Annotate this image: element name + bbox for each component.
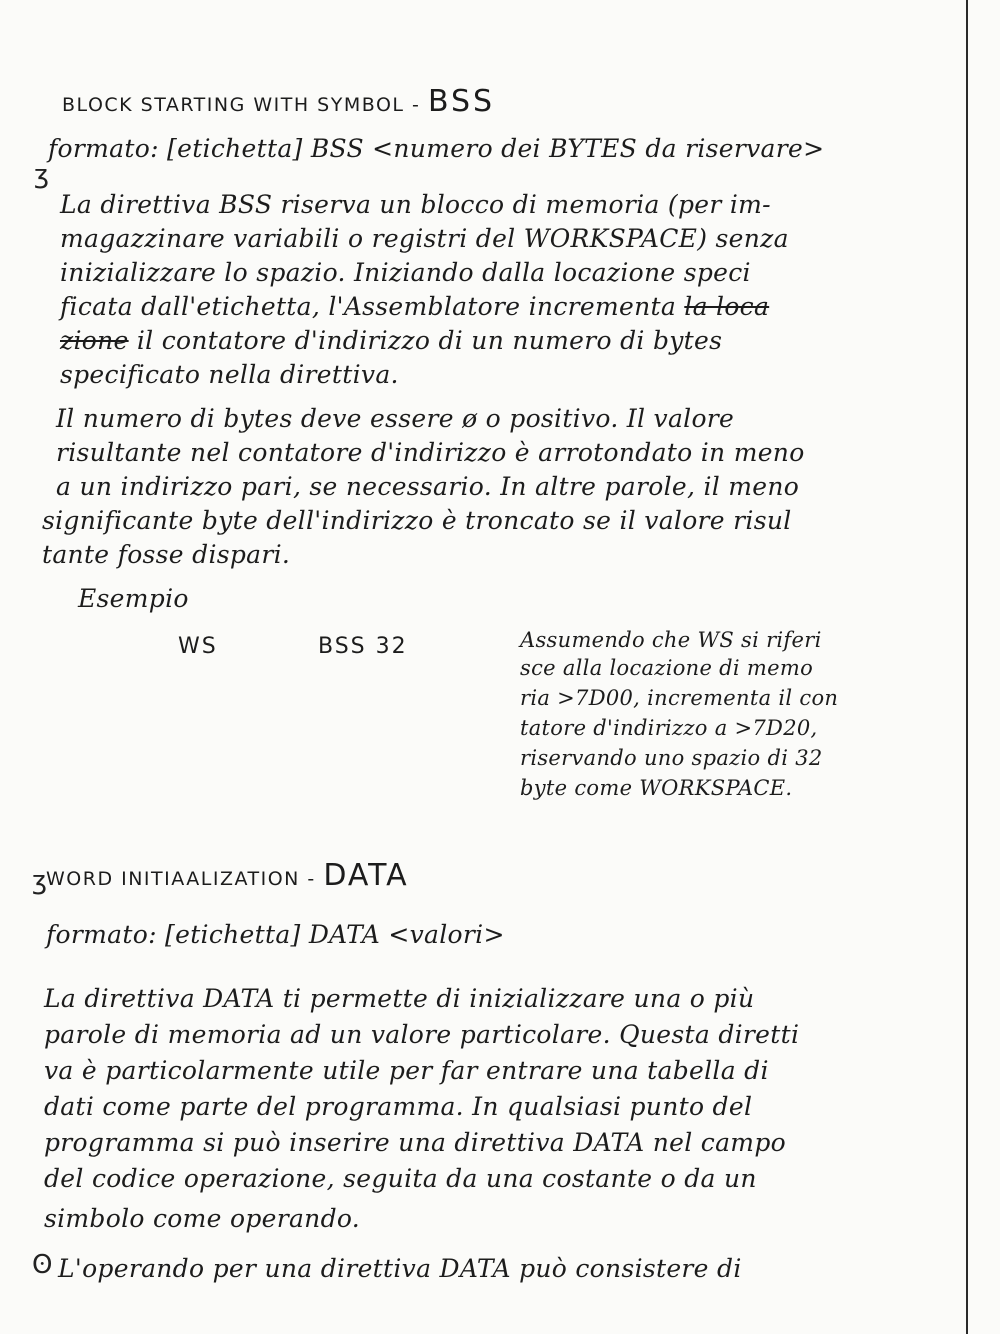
- example-note-line: Assumendo che WS si riferi: [520, 628, 822, 652]
- example-code-op: BSS 32: [318, 634, 408, 659]
- bss-heading-main: BSS: [427, 84, 496, 119]
- data-heading-main: DATA: [323, 858, 409, 893]
- bss-para2-line: a un indirizzo pari, se necessario. In altre parole, il meno: [56, 472, 800, 501]
- data-para2-line: L'operando per una direttiva DATA può consistere di: [58, 1254, 742, 1283]
- example-note-line: byte come WORKSPACE.: [520, 776, 793, 800]
- page-edge-line: [966, 0, 968, 1334]
- struck-text: zione: [60, 326, 129, 355]
- data-para1-line: dati come parte del programma. In qualsiasi punto del: [44, 1092, 753, 1121]
- data-para1-line: simbolo come operando.: [44, 1204, 361, 1233]
- margin-mark-2: ʒ: [32, 866, 48, 896]
- example-code-label: WS: [178, 634, 218, 659]
- data-format-label: formato:: [46, 920, 157, 949]
- data-para1-line: va è particolarmente utile per far entrare una tabella di: [44, 1056, 769, 1085]
- bss-para2-line: Il numero di bytes deve essere ø o positivo. Il valore: [56, 404, 735, 433]
- bss-para1-line: magazzinare variabili o registri del WORKSPACE) senza: [60, 224, 789, 253]
- bss-format-line: [48, 134, 824, 164]
- bss-para1-line: zione il contatore d'indirizzo di un numero di bytes: [60, 326, 723, 355]
- bss-para1-line: La direttiva BSS riserva un blocco di memoria (per im-: [60, 190, 771, 219]
- struck-text: la loca: [684, 292, 770, 321]
- bss-para2-line: risultante nel contatore d'indirizzo è arrotondato in meno: [56, 438, 805, 467]
- bss-para1-line: specificato nella direttiva.: [60, 360, 399, 389]
- data-para1-line: del codice operazione, seguita da una costante o da un: [44, 1164, 757, 1193]
- example-note-line: riservando uno spazio di 32: [520, 746, 823, 770]
- data-heading: [46, 858, 409, 893]
- data-format-line: [46, 920, 505, 950]
- bss-heading-prefix: BLOCK STARTING WITH SYMBOL -: [62, 94, 421, 116]
- data-para1-line: programma si può inserire una direttiva DATA nel campo: [44, 1128, 786, 1157]
- bss-para1-line: inizializzare lo spazio. Iniziando dalla locazione speci: [60, 258, 751, 287]
- data-para1-line: parole di memoria ad un valore particolare. Questa diretti: [44, 1020, 800, 1049]
- example-note-line: tatore d'indirizzo a >7D20,: [520, 716, 818, 740]
- margin-mark-3: ʘ: [32, 1250, 53, 1280]
- example-label: Esempio: [78, 584, 189, 613]
- bss-format-body: [etichetta] BSS <numero dei BYTES da riservare>: [167, 134, 825, 163]
- margin-mark-1: ʒ: [34, 160, 50, 190]
- bss-para1-line: ficata dall'etichetta, l'Assemblatore incrementa la loca: [60, 292, 770, 321]
- bss-para2-line: significante byte dell'indirizzo è troncato se il valore risul: [42, 506, 792, 535]
- data-para1-line: La direttiva DATA ti permette di inizializzare una o più: [44, 984, 755, 1013]
- bss-format-label: formato:: [48, 134, 159, 163]
- bss-heading: [62, 84, 495, 119]
- example-note-line: ria >7D00, incrementa il con: [520, 686, 839, 710]
- data-format-body: [etichetta] DATA <valori>: [165, 920, 505, 949]
- example-note-line: sce alla locazione di memo: [520, 656, 814, 680]
- bss-para2-line: tante fosse dispari.: [42, 540, 291, 569]
- data-heading-prefix: WORD INITIAALIZATION -: [46, 868, 316, 890]
